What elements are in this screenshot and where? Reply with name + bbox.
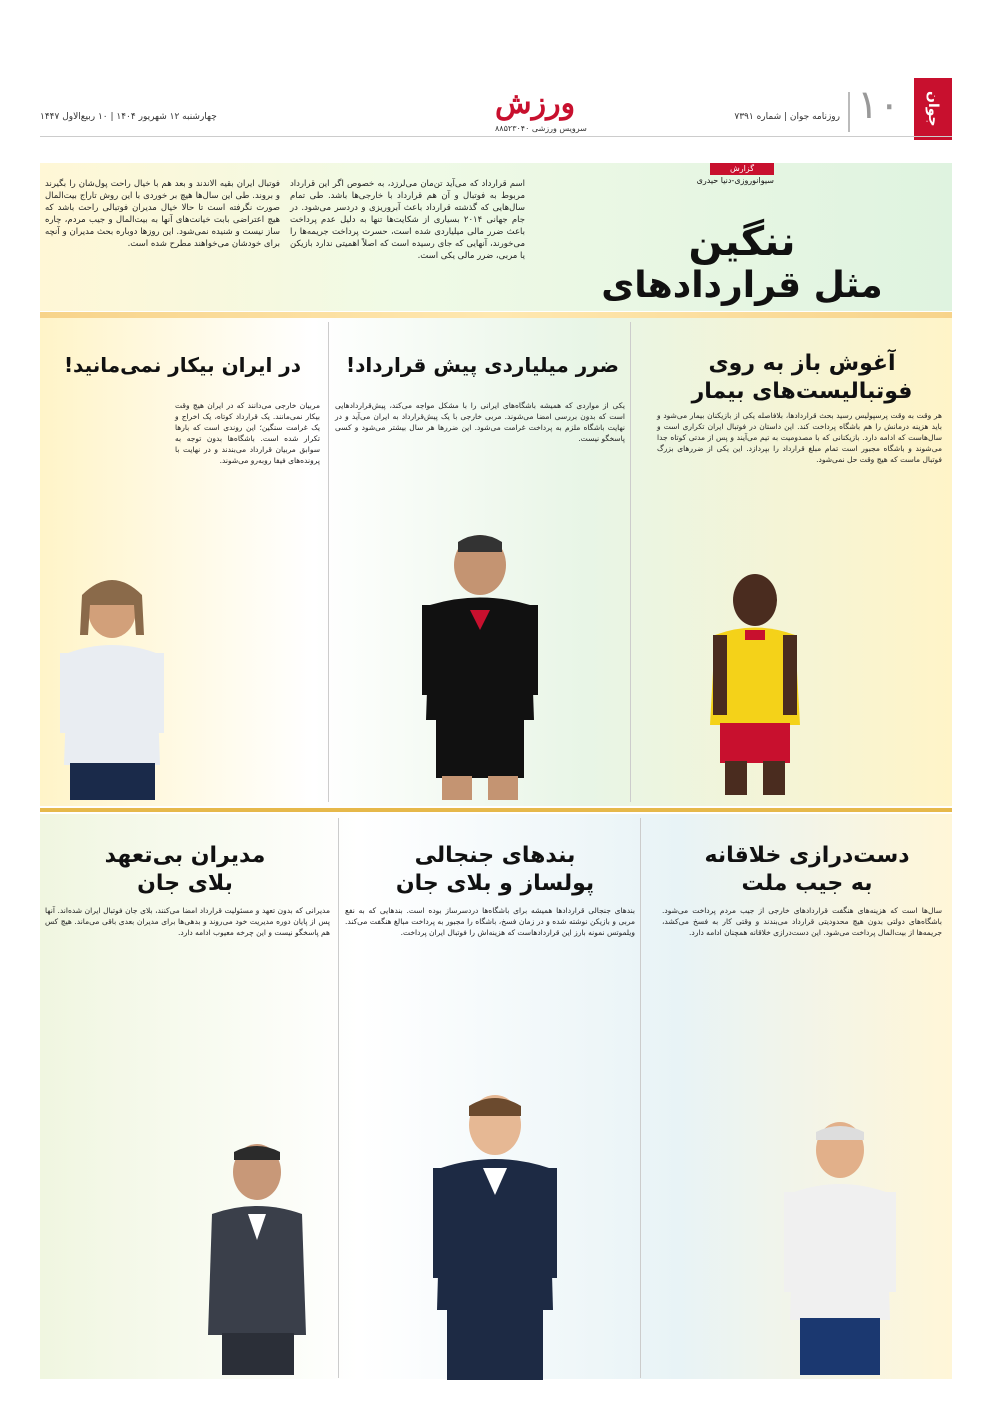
section-title: ورزش — [495, 86, 576, 121]
col1-title — [652, 350, 952, 406]
col1-title-line2: فوتبالیست‌های بیمار — [691, 379, 913, 404]
newspaper-logo: جوان — [914, 78, 952, 140]
col6-body: مدیرانی که بدون تعهد و مسئولیت قرارداد امضا می‌کنند، بلای جان فوتبال ایران شده‌اند. آنها پس از پایان دوره مدیریت خود می‌روند و بدهی‌ها برای مدیران بعدی باقی می‌ماند. هیچ کس هم پاسخگو نیست و این چرخه معیوب ادامه دارد. — [45, 906, 330, 937]
row-divider — [40, 808, 952, 812]
issue-info: روزنامه جوان | شماره ۷۳۹۱ — [734, 112, 840, 122]
coach-2-illustration — [50, 565, 175, 800]
report-badge: گزارش — [710, 163, 774, 175]
feature-lead-right: اسم قرارداد که می‌آید تن‌مان می‌لرزد، به خصوص اگر این قرارداد مربوط به فوتبال و آن هم قرارداد با خارجی‌ها باشد. طی تمام سال‌هایی که گذشته قرارداد باعث آبروریزی و دردسر می‌شود. در جام جهانی ۲۰۱۴ بسیاری از شکایت‌ها تنها به دلیل عدم پرداخت باعث ضرر مالی میلیاردی شده است، حسرت پرداخت جریمه‌ها را می‌خورند، آنهایی که جای رسیده است که اصلاً اهمیتی ندارد بازیکن یا مربی، ضرر مالی یکی است. — [290, 179, 525, 261]
col-divider-2 — [328, 322, 329, 802]
col5-title — [360, 842, 630, 898]
col5-title-line1: بندهای جنجالی — [414, 843, 576, 868]
section-subtitle: سرویس ورزشی ۸۸۵۲۳۰۴۰ — [495, 124, 587, 133]
byline: سیوانوروزی-دنیا حیدری — [696, 176, 774, 185]
col-divider-3 — [640, 818, 641, 1378]
col4-body: سال‌ها است که هزینه‌های هنگفت قراردادهای خارجی از جیب مردم پرداخت می‌شود. باشگاه‌های دولتی بدون هیچ محدودیتی قرارداد می‌بندند و وقتی کار به فسخ می‌کشد، جریمه‌ها از بیت‌المال پرداخت می‌شود. این دست‌درازی خلاقانه همچنان ادامه دارد. — [662, 906, 942, 937]
col-divider-1 — [630, 322, 631, 802]
col5-title-line2: پولساز و بلای جان — [395, 871, 595, 896]
feature-lead-left: فوتبال ایران بقیه الاندند و بعد هم با خیال راحت پول‌شان را بگیرند و بروند. طی این سال‌ها هیچ بر خوردی با این روش تاراج بیت‌المال صورت نگرفته است تا حالا خیال مدیران فوتبالی راحت باشد که هیچ اعتراضی بابت خیانت‌های آنها به بیت‌المال و جیب مردم، چاره ساز نیست و شنیده نمی‌شود. این روزها دوباره بحث مدیران و آنچه برای خودشان می‌خواهند مطرح شده است. — [45, 179, 280, 249]
col6-title-line1: مدیران بی‌تعهد — [104, 843, 266, 868]
col2-body: یکی از مواردی که همیشه باشگاه‌های ایرانی را با مشکل مواجه می‌کند، پیش‌قراردادهایی است که بدون بررسی امضا می‌شوند. مربی خارجی با یک پیش‌قرارداد به ایران می‌آید و در نهایت باشگاه ملزم به پرداخت غرامت می‌شود. این ضررها هر سال بیشتر می‌شود و کسی پاسخگو نیست. — [335, 401, 625, 443]
col4-title-line1: دست‌درازی خلاقانه — [704, 843, 910, 868]
coach-photo-4 — [425, 1080, 565, 1380]
col4-title — [662, 842, 952, 898]
coach-5-illustration — [200, 1130, 315, 1375]
coach-photo-1 — [410, 520, 550, 800]
feature-headline-line1: ننگین — [688, 219, 796, 265]
col6-title-line2: بلای جان — [137, 871, 233, 896]
col4-title-line2: به جیب ملت — [741, 871, 873, 896]
col1-title-line1: آغوش باز به روی — [708, 351, 896, 376]
page-number: ۱۰ — [857, 82, 900, 128]
col1-body: هر وقت به وقت پرسپولیس رسید بحث قراردادها، بلافاصله یکی از بازیکنان بیمار می‌شود و باید هزینه درمانش را هم باشگاه پرداخت کند. این داستان در فوتبال ایران تکراری است و سال‌هاست که ادامه دارد. بازیکنانی که با مصدومیت به تیم می‌آیند و پس از مدتی کوتاه جدا می‌شوند و باشگاه مجبور است تمام مبلغ قرارداد را بپردازد. این یکی از ضررهای بزرگ فوتبال ماست که هیچ وقت حل نمی‌شود. — [657, 411, 942, 464]
col2-title: ضرر میلیاردی پیش قرارداد! — [345, 353, 620, 377]
coach-photo-2 — [50, 565, 175, 800]
feature-headline-line2: مثل قراردادهای — [601, 265, 883, 306]
col3-title: در ایران بیکار نمی‌مانید! — [63, 353, 302, 377]
page-header — [40, 78, 952, 134]
player-1-illustration — [695, 565, 815, 795]
issue-date: چهارشنبه ۱۲ شهریور ۱۴۰۴ | ۱۰ ربیع‌الاول ۱۴۴۷ — [40, 112, 217, 122]
coach-4-illustration — [425, 1080, 565, 1380]
header-divider — [848, 92, 850, 132]
player-photo-1 — [695, 565, 815, 795]
header-rule — [40, 136, 952, 137]
coach-photo-5 — [200, 1130, 315, 1375]
coach-1-illustration — [410, 520, 550, 800]
col-divider-4 — [338, 818, 339, 1378]
col5-body: بندهای جنجالی قراردادها همیشه برای باشگاه‌ها دردسرساز بوده است. بندهایی که به نفع مربی و بازیکن نوشته شده و در زمان فسخ، باشگاه را مجبور به پرداخت مبالغ هنگفت می‌کند. ویلموتس نمونه بارز این قراردادهاست که هزینه‌اش را فوتبال ایران پرداخت. — [345, 906, 635, 937]
col3-body: مربیان خارجی می‌دانند که در ایران هیچ وقت بیکار نمی‌مانند. یک قرارداد کوتاه، یک اخراج و یک غرامت سنگین؛ این روندی است که بارها تکرار شده است. باشگاه‌ها بدون توجه به سوابق مربیان قرارداد می‌بندند و در نهایت با پرونده‌های فیفا روبه‌رو می‌شوند. — [175, 401, 320, 465]
coach-photo-3 — [780, 1110, 900, 1375]
col6-title — [50, 842, 320, 898]
coach-3-illustration — [780, 1110, 900, 1375]
